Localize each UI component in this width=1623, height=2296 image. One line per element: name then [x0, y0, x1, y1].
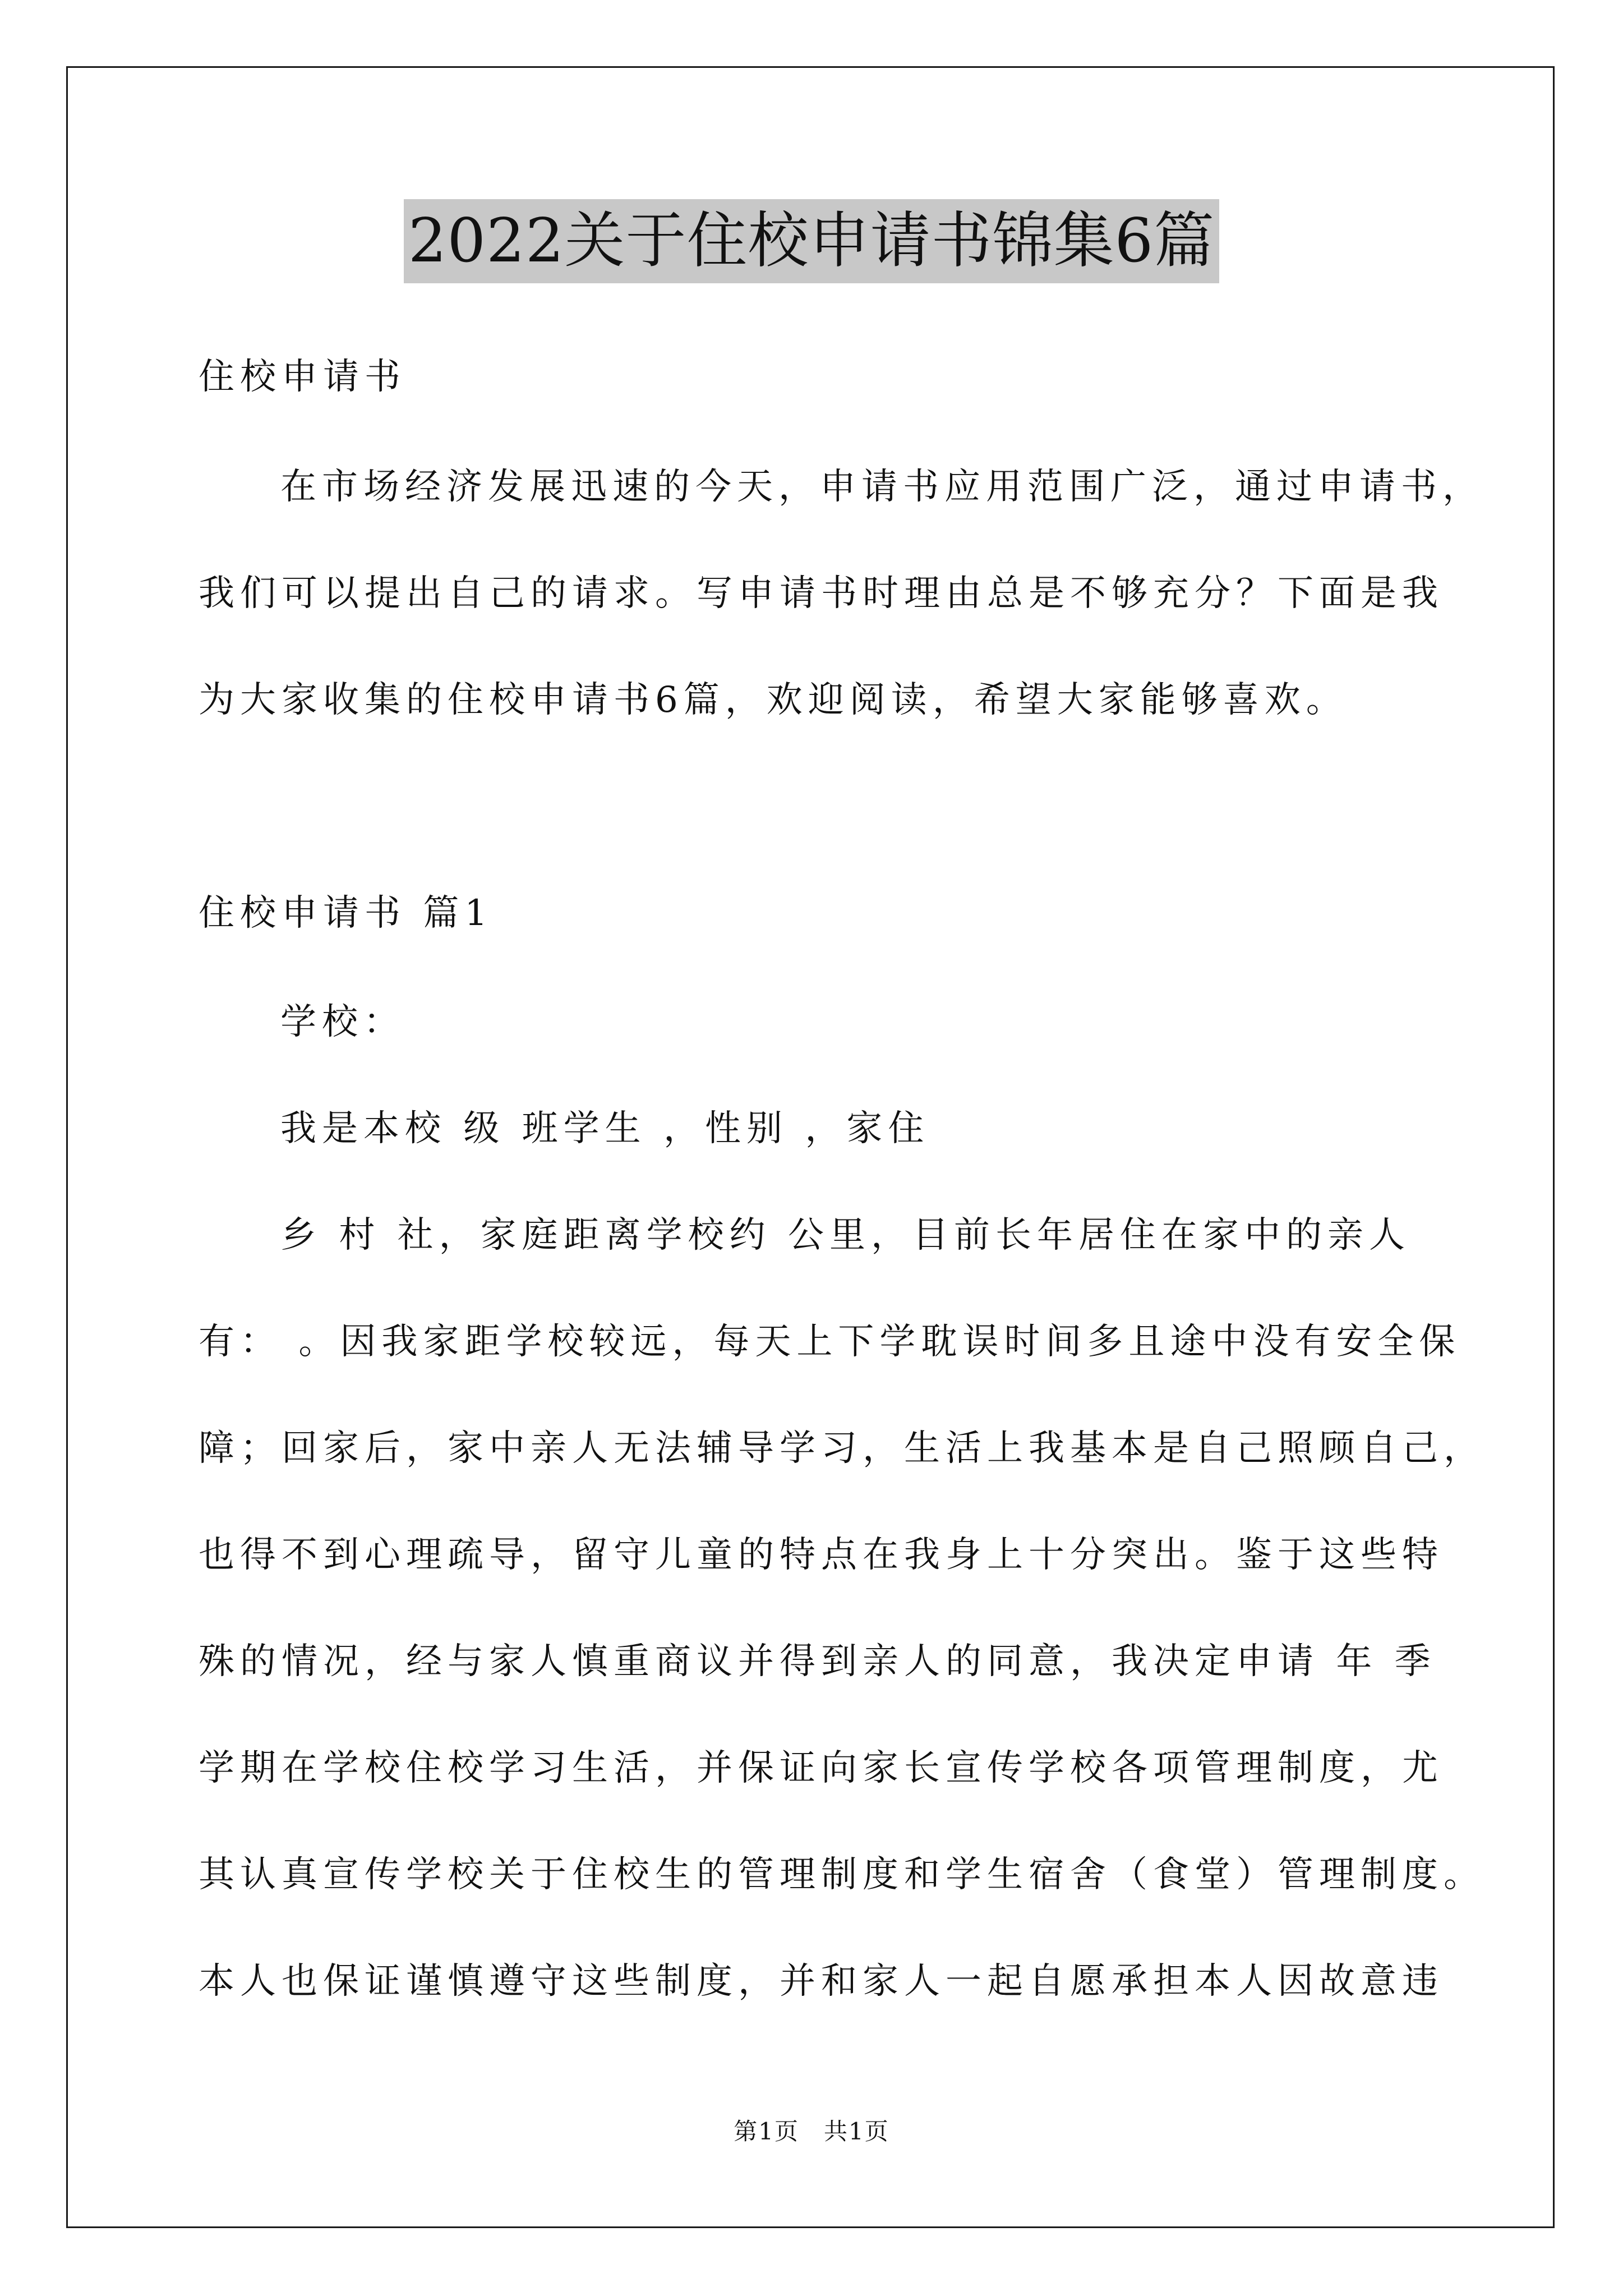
page-footer: 第1页 共1页	[734, 2118, 889, 2145]
paragraph-line: 乡 村 社，家庭距离学校约 公里，目前长年居住在家中的亲人	[280, 1214, 1411, 1256]
paragraph-line: 在市场经济发展迅速的今天，申请书应用范围广泛，通过申请书，	[280, 466, 1484, 508]
paragraph-line: 本人也保证谨慎遵守这些制度，并和家人一起自愿承担本人因故意违	[199, 1961, 1444, 2002]
title-container	[0, 199, 1623, 283]
paragraph-line: 其认真宣传学校关于住校生的管理制度和学生宿舍（食堂）管理制度。	[199, 1854, 1485, 1895]
paragraph-line: 有： 。因我家距学校较远，每天上下学耽误时间多且途中没有安全保	[199, 1321, 1461, 1363]
paragraph-line: 也得不到心理疏导，留守儿童的特点在我身上十分突出。鉴于这些特	[199, 1534, 1444, 1576]
paragraph-line: 学期在学校住校学习生活，并保证向家长宣传学校各项管理制度，尤	[199, 1747, 1444, 1789]
paragraph-line: 障；回家后，家中亲人无法辅导学习，生活上我基本是自己照顾自己，	[199, 1428, 1485, 1469]
salutation: 学校：	[280, 1001, 405, 1043]
section-heading: 住校申请书	[199, 356, 406, 398]
document-title: 2022关于住校申请书锦集6篇	[404, 199, 1220, 283]
paragraph-line: 我是本校 级 班学生 ，性别 ，家住	[280, 1108, 930, 1149]
paragraph-line: 我们可以提出自己的请求。写申请书时理由总是不够充分？下面是我	[199, 573, 1444, 614]
paragraph-line: 为大家收集的住校申请书6篇，欢迎阅读，希望大家能够喜欢。	[199, 679, 1348, 721]
section-heading: 住校申请书 篇1	[199, 892, 494, 934]
paragraph-line: 殊的情况，经与家人慎重商议并得到亲人的同意，我决定申请 年 季	[199, 1641, 1436, 1682]
